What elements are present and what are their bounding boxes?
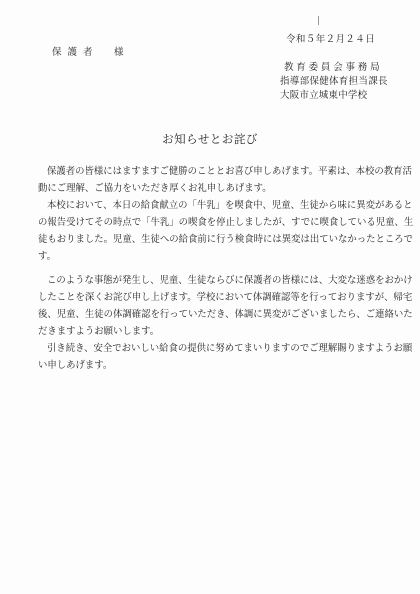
body-line: 保護者の皆様にはますますご健勝のこととお喜び申しあげます。平素は、本校の教育活 (47, 166, 412, 177)
body-line: 徒もおりました。児童、生徒への給食前に行う検食時には異変は出ていなかったところで (38, 234, 413, 246)
body-line: す。 (38, 251, 56, 263)
body-line: このような事態が発生し、児童、生徒ならびに保護者の皆様には、大変な迷惑をおかけ (47, 274, 413, 286)
body-line: 動にご理解、ご協力をいただき厚くお礼申しあげます。 (38, 183, 272, 195)
sender-block (280, 61, 388, 102)
body-line: 後、児童、生徒の体調確認を行っていただき、体調に異変がございましたら、ご連絡いた (38, 308, 413, 320)
sender-line-2: 指導部保健体育担当課長 (280, 75, 388, 87)
body-line: の報告受けてその時点で「牛乳」の喫食を停止しましたが、すでに喫食している児童、生 (38, 217, 414, 229)
body-line: 引き続き、安全でおいしい給食の提供に努めてまいりますのでご理解賜りますようお願 (47, 342, 413, 354)
body-line: だきますようお願いします。 (38, 325, 160, 337)
sender-line-1: 教育委員会事務局 (284, 62, 383, 73)
sender-line-3: 大阪市立城東中学校 (280, 89, 368, 101)
paragraph (38, 272, 413, 340)
body-line: したことを深くお詫び申し上げます。学校において体調確認等を行っておりますが、帰宅 (38, 291, 413, 303)
document-title: お知らせとお詫び (162, 132, 258, 146)
scan-mark (318, 16, 319, 25)
date: 令和５年２月２４日 (286, 34, 376, 45)
document-body (38, 163, 414, 374)
addressee: 保護者 様 (52, 47, 130, 58)
paragraph (38, 340, 413, 374)
body-line: 本校において、本日の給食献立の「牛乳」を喫食中、児童、生徒から味に異変があると (47, 200, 413, 212)
paragraph (38, 197, 414, 265)
body-line: い申しあげます。 (38, 360, 113, 372)
paragraph (38, 163, 412, 197)
